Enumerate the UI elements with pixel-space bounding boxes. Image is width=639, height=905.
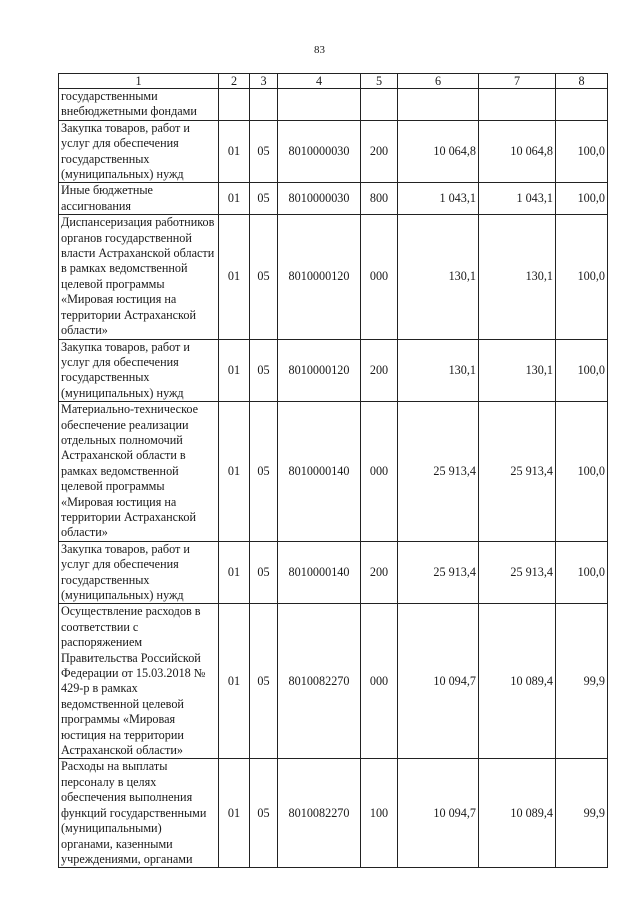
executed-amount: 10 089,4: [479, 759, 556, 868]
page-number: 83: [314, 44, 325, 56]
executed-amount: 25 913,4: [479, 541, 556, 604]
subsection-code: 05: [250, 759, 278, 868]
subsection-code: 05: [250, 339, 278, 402]
table-row: [59, 604, 608, 759]
target-article-code: [278, 89, 361, 121]
row-name: Материально-техническое обеспечение реализации отдельных полномочий Астраханской области в рамках ведомственной целевой программы «Мировая юстиция на территории Астраханской области»: [59, 402, 219, 542]
execution-percent: 100,0: [556, 339, 608, 402]
target-article-code: 8010000140: [278, 402, 361, 542]
section-code: 01: [219, 759, 250, 868]
table-row: [59, 339, 608, 402]
header-cell: 3: [250, 74, 278, 89]
table-row: [59, 402, 608, 542]
section-code: 01: [219, 604, 250, 759]
section-code: 01: [219, 541, 250, 604]
header-cell: 5: [361, 74, 398, 89]
planned-amount: 130,1: [398, 215, 479, 339]
target-article-code: 8010082270: [278, 759, 361, 868]
target-article-code: 8010000030: [278, 183, 361, 215]
expense-type-code: 200: [361, 541, 398, 604]
executed-amount: 25 913,4: [479, 402, 556, 542]
executed-amount: 130,1: [479, 215, 556, 339]
subsection-code: 05: [250, 604, 278, 759]
executed-amount: 1 043,1: [479, 183, 556, 215]
section-code: 01: [219, 183, 250, 215]
target-article-code: 8010000120: [278, 215, 361, 339]
expense-type-code: [361, 89, 398, 121]
planned-amount: 10 094,7: [398, 759, 479, 868]
section-code: 01: [219, 339, 250, 402]
executed-amount: 130,1: [479, 339, 556, 402]
row-name: Расходы на выплаты персоналу в целях обеспечения выполнения функций государственными (муниципальными) органами, казенными учреждениями, органами: [59, 759, 219, 868]
subsection-code: 05: [250, 120, 278, 183]
header-row: [59, 74, 608, 89]
subsection-code: [250, 89, 278, 121]
header-cell: 1: [59, 74, 219, 89]
row-name: Иные бюджетные ассигнования: [59, 183, 219, 215]
row-name: Закупка товаров, работ и услуг для обеспечения государственных (муниципальных) нужд: [59, 339, 219, 402]
planned-amount: 25 913,4: [398, 541, 479, 604]
row-name: Осуществление расходов в соответствии с распоряжением Правительства Российской Федерации от 15.03.2018 № 429-р в рамках ведомственной целевой программы «Мировая юстиция на территории Астраханской области»: [59, 604, 219, 759]
section-code: 01: [219, 215, 250, 339]
subsection-code: 05: [250, 541, 278, 604]
execution-percent: 99,9: [556, 759, 608, 868]
expense-type-code: 100: [361, 759, 398, 868]
section-code: 01: [219, 402, 250, 542]
expense-type-code: 000: [361, 402, 398, 542]
budget-table: [58, 73, 608, 868]
header-cell: 8: [556, 74, 608, 89]
table-row: [59, 541, 608, 604]
target-article-code: 8010000120: [278, 339, 361, 402]
planned-amount: [398, 89, 479, 121]
execution-percent: 100,0: [556, 541, 608, 604]
table-row: [59, 120, 608, 183]
expense-type-code: 200: [361, 339, 398, 402]
execution-percent: [556, 89, 608, 121]
row-name: Закупка товаров, работ и услуг для обеспечения государственных (муниципальных) нужд: [59, 541, 219, 604]
execution-percent: 100,0: [556, 183, 608, 215]
table-row: [59, 215, 608, 339]
subsection-code: 05: [250, 402, 278, 542]
executed-amount: 10 064,8: [479, 120, 556, 183]
subsection-code: 05: [250, 183, 278, 215]
target-article-code: 8010082270: [278, 604, 361, 759]
header-cell: 6: [398, 74, 479, 89]
expense-type-code: 000: [361, 604, 398, 759]
executed-amount: 10 089,4: [479, 604, 556, 759]
planned-amount: 1 043,1: [398, 183, 479, 215]
executed-amount: [479, 89, 556, 121]
execution-percent: 100,0: [556, 215, 608, 339]
section-code: 01: [219, 120, 250, 183]
planned-amount: 10 094,7: [398, 604, 479, 759]
execution-percent: 100,0: [556, 120, 608, 183]
execution-percent: 99,9: [556, 604, 608, 759]
row-name: Диспансеризация работников органов государственной власти Астраханской области в рамках ведомственной целевой программы «Мировая юстиция на территории Астраханской области»: [59, 215, 219, 339]
expense-type-code: 200: [361, 120, 398, 183]
section-code: [219, 89, 250, 121]
table-row: [59, 89, 608, 121]
table-row: [59, 759, 608, 868]
subsection-code: 05: [250, 215, 278, 339]
table-row: [59, 183, 608, 215]
row-name: Закупка товаров, работ и услуг для обеспечения государственных (муниципальных) нужд: [59, 120, 219, 183]
planned-amount: 10 064,8: [398, 120, 479, 183]
execution-percent: 100,0: [556, 402, 608, 542]
planned-amount: 130,1: [398, 339, 479, 402]
header-cell: 2: [219, 74, 250, 89]
target-article-code: 8010000030: [278, 120, 361, 183]
row-name: государственными внебюджетными фондами: [59, 89, 219, 121]
expense-type-code: 800: [361, 183, 398, 215]
target-article-code: 8010000140: [278, 541, 361, 604]
header-cell: 4: [278, 74, 361, 89]
header-cell: 7: [479, 74, 556, 89]
expense-type-code: 000: [361, 215, 398, 339]
planned-amount: 25 913,4: [398, 402, 479, 542]
